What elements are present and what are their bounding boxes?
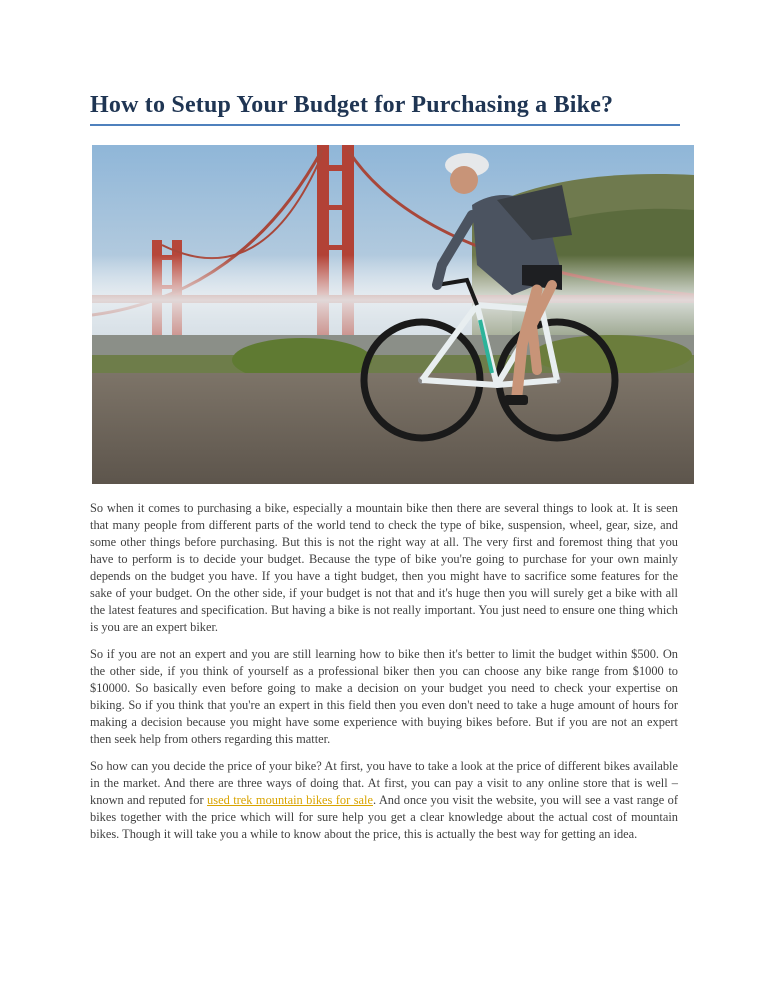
paragraph [90,758,678,843]
used-trek-bikes-link[interactable]: used trek mountain bikes for sale [207,793,373,807]
paragraph-text: . And once you visit the website, you will see a vast range of bikes together with the price which will for sure help you get a clear knowledge about the actual cost of mountain bikes. Though it will take you a while to know about the price, this is actually the best way for getting an idea. [90,793,679,841]
article-body [90,500,678,853]
page-title: How to Setup Your Budget for Purchasing a Bike? [90,92,614,118]
cyclist-golden-gate-photo [92,145,694,484]
paragraph: So when it comes to purchasing a bike, especially a mountain bike then there are several things to look at. It is seen that many people from different parts of the world tend to check the type of bike, suspension, wheel, gear, size, and some other things before purchasing. But this is not the right way at all. The very first and foremost thing that you have to perform is to decide your budget. Because the type of bike you're going to purchase for your own mainly depends on the budget you have. If you have a tight budget, then you might have to sacrifice some features for the sake of your budget. On the other side, if your budget is not that and it's huge then you will surely get a bike with all the latest features and specification. But having a bike is not really important. You just need to ensure one thing which is you are an expert biker. [90,501,678,634]
paragraph-text: So how can you decide the price of your bike? At first, you have to take a look at the price of different bikes available in the market. And there are three ways of doing that. At first, you can pay a visit to any online store that is well – known and reputed for [90,759,678,807]
paragraph: So if you are not an expert and you are still learning how to bike then it's better to limit the budget within $500. On the other side, if you think of yourself as a professional biker then you can choose any bike range from $1000 to $10000. So basically even before going to make a decision on your budget you need to check your expertise on biking. So if you think that you're an expert in this field then you even don't need to take a huge amount of hours for making a decision because you might have some experience with buying bikes before. But if you are not an expert then seek help from others regarding this matter. [90,647,678,746]
title-underline [90,124,680,126]
